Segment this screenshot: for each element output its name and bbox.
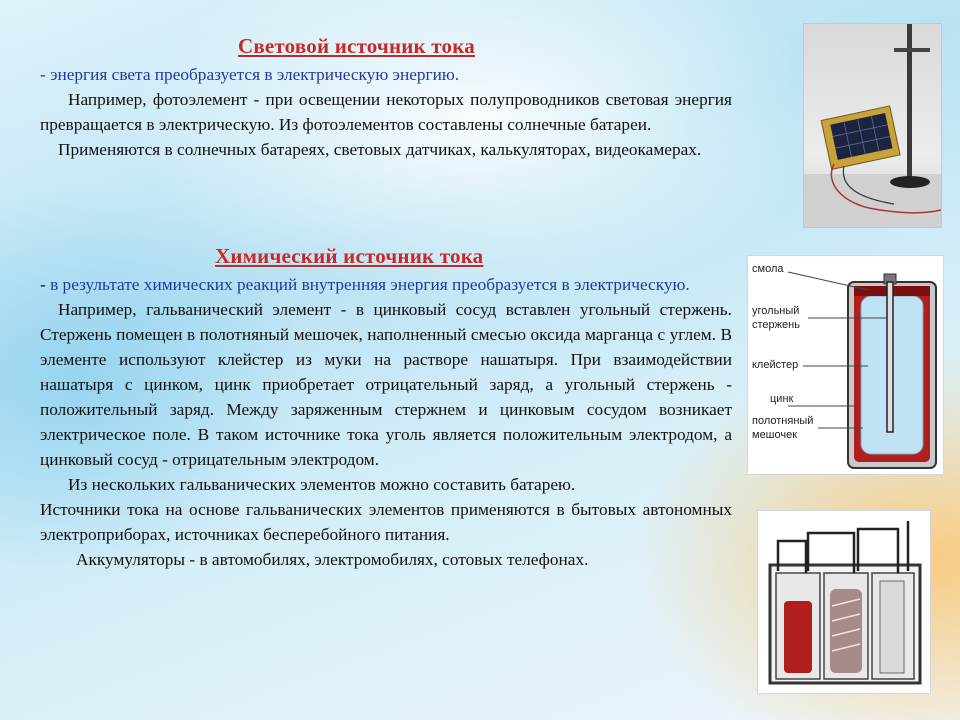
- definition-dash: -: [40, 275, 51, 294]
- section2-para1: Например, гальванический элемент - в цинковый сосуд вставлен угольный стержень. Стержень помещен в полотняный мешочек, наполненный смесью оксида марганца с углем. В элементе используют клейстер из муки на растворе нашатыря. При взаимодействии нашатыря с цинком, цинк приобретает отрицательный заряд, а угольный стержень - положительный заряд. Между заряженным стержнем и цинковым сосудом возникает электрическое поле. В таком источнике тока уголь является положительным электродом, а цинковый сосуд - отрицательным электродом.: [40, 300, 732, 469]
- section1-title: Световой источник тока: [238, 34, 475, 58]
- section1-definition: - энергия света преобразуется в электрическую энергию.: [40, 65, 460, 84]
- label-linen-bag-1: полотняный: [752, 415, 814, 427]
- solar-cell-photo: [803, 23, 942, 228]
- label-resin: смола: [752, 263, 784, 275]
- section1-para1: Например, фотоэлемент - при освещении некоторых полупроводников световая энергия превращается в электрическую. Из фотоэлементов составлены солнечные батареи.: [40, 90, 732, 134]
- galvanic-cell-diagram: [747, 255, 944, 475]
- section2-para2: Из нескольких гальванических элементов можно составить батарею.: [68, 475, 576, 494]
- section1-para2: Применяются в солнечных батареях, световых датчиках, калькуляторах, видеокамерах.: [58, 140, 702, 159]
- section1-body: [40, 62, 732, 162]
- label-carbon-rod-1: угольный: [752, 305, 800, 317]
- section2-definition: в результате химических реакций внутренняя энергия преобразуется в электрическую.: [50, 275, 690, 294]
- section2-para3: Источники тока на основе гальванических элементов применяются в бытовых автономных электроприборах, источниках бесперебойного питания.: [40, 500, 732, 544]
- section2-body: [40, 272, 732, 572]
- label-linen-bag-2: мешочек: [752, 429, 798, 441]
- label-paste: клейстер: [752, 359, 799, 371]
- section2-title: Химический источник тока: [215, 244, 484, 268]
- label-zinc: цинк: [770, 393, 794, 405]
- battery-of-cells-diagram: [757, 510, 931, 694]
- section2-para4: Аккумуляторы - в автомобилях, электромобилях, сотовых телефонах.: [76, 550, 589, 569]
- section2-definition-line: [40, 272, 732, 297]
- label-carbon-rod-2: стержень: [752, 319, 800, 331]
